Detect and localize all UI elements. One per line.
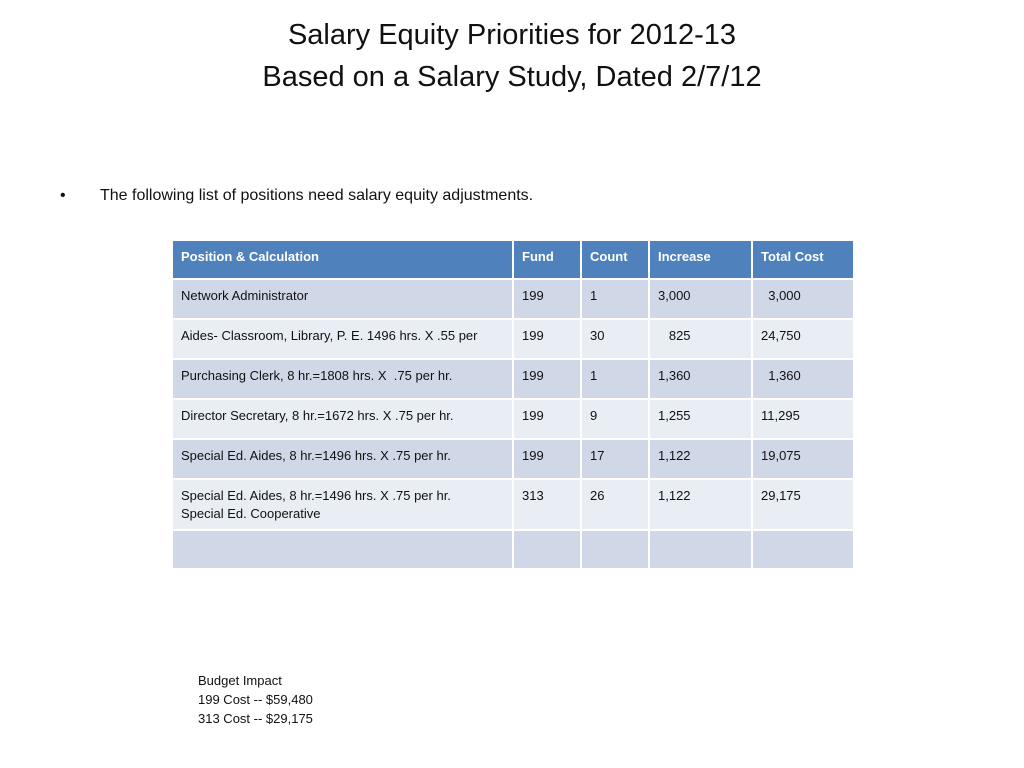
cell-position (172, 530, 513, 569)
cell-count: 1 (581, 359, 649, 399)
table-header-row (172, 240, 854, 279)
column-header-position: Position & Calculation (172, 240, 513, 279)
cell-position: Director Secretary, 8 hr.=1672 hrs. X .75 per hr. (172, 399, 513, 439)
cell-increase: 3,000 (649, 279, 752, 319)
cell-fund: 199 (513, 319, 581, 359)
salary-equity-table (171, 239, 855, 570)
cell-increase (649, 530, 752, 569)
cell-fund: 199 (513, 399, 581, 439)
bullet-text: The following list of positions need salary equity adjustments. (100, 187, 534, 204)
cell-total-cost: 24,750 (752, 319, 854, 359)
cell-position-line-1: Special Ed. Aides, 8 hr.=1496 hrs. X .75 per hr. (181, 488, 451, 503)
column-header-count: Count (581, 240, 649, 279)
budget-impact-199: 199 Cost -- $59,480 (198, 692, 313, 707)
cell-increase: 1,360 (649, 359, 752, 399)
budget-impact-heading: Budget Impact (198, 673, 282, 688)
cell-fund (513, 530, 581, 569)
slide-title (0, 14, 1024, 98)
cell-count: 30 (581, 319, 649, 359)
cell-position: Network Administrator (172, 279, 513, 319)
cell-count: 1 (581, 279, 649, 319)
cell-increase: 1,255 (649, 399, 752, 439)
table-row (172, 279, 854, 319)
budget-impact-313: 313 Cost -- $29,175 (198, 711, 313, 726)
cell-position: Special Ed. Aides, 8 hr.=1496 hrs. X .75 per hr. (172, 439, 513, 479)
cell-fund: 199 (513, 439, 581, 479)
cell-count: 26 (581, 479, 649, 530)
cell-increase: 825 (649, 319, 752, 359)
title-line-1: Salary Equity Priorities for 2012-13 (287, 19, 737, 51)
bullet-dot-icon: • (60, 187, 66, 204)
title-line-2: Based on a Salary Study, Dated 2/7/12 (262, 61, 762, 93)
column-header-fund: Fund (513, 240, 581, 279)
cell-total-cost (752, 530, 854, 569)
bullet-item (60, 185, 533, 207)
table-row (172, 479, 854, 530)
cell-position-line-2: Special Ed. Cooperative (181, 506, 321, 521)
cell-position: Purchasing Clerk, 8 hr.=1808 hrs. X .75 per hr. (172, 359, 513, 399)
table-row (172, 439, 854, 479)
table-row (172, 319, 854, 359)
cell-fund: 199 (513, 279, 581, 319)
cell-fund: 199 (513, 359, 581, 399)
cell-increase: 1,122 (649, 479, 752, 530)
table-row (172, 359, 854, 399)
cell-position: Aides- Classroom, Library, P. E. 1496 hrs. X .55 per (172, 319, 513, 359)
cell-fund: 313 (513, 479, 581, 530)
cell-count (581, 530, 649, 569)
cell-total-cost: 3,000 (752, 279, 854, 319)
column-header-total-cost: Total Cost (752, 240, 854, 279)
table-row (172, 399, 854, 439)
cell-increase: 1,122 (649, 439, 752, 479)
table-row-empty (172, 530, 854, 569)
budget-impact-note (198, 671, 313, 728)
cell-total-cost: 29,175 (752, 479, 854, 530)
cell-total-cost: 1,360 (752, 359, 854, 399)
cell-total-cost: 11,295 (752, 399, 854, 439)
cell-position (172, 479, 513, 530)
column-header-increase: Increase (649, 240, 752, 279)
cell-count: 9 (581, 399, 649, 439)
cell-count: 17 (581, 439, 649, 479)
cell-total-cost: 19,075 (752, 439, 854, 479)
